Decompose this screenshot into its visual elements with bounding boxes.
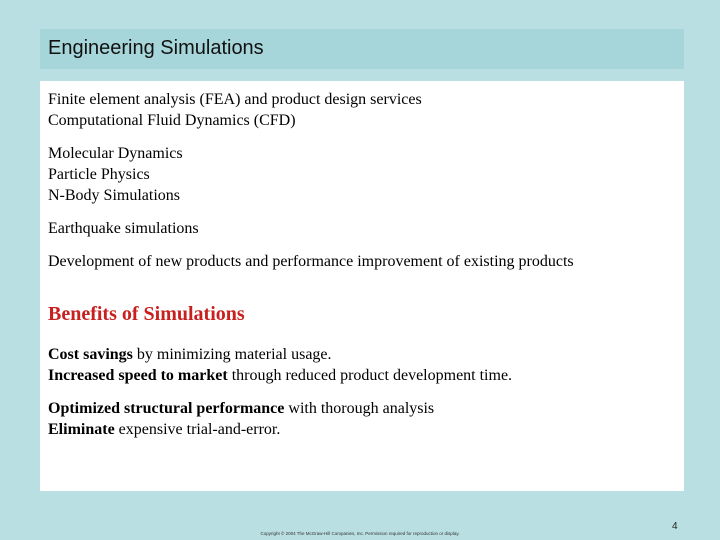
benefit-item [48,365,684,386]
benefit-item [48,419,684,440]
title-bar [40,29,684,69]
benefit-label: Optimized structural performance [48,400,285,417]
application-item: N-Body Simulations [48,187,181,204]
benefit-label: Increased speed to market [48,367,228,384]
application-item: Development of new products and performance improvement of existing products [48,253,574,270]
benefit-text: by minimizing material usage. [132,346,332,363]
benefit-label: Cost savings [48,346,133,363]
slide-title: Engineering Simulations [48,37,264,59]
benefit-text: through reduced product development time. [227,367,513,384]
application-item: Finite element analysis (FEA) and product design services [48,91,422,108]
application-item: Molecular Dynamics [48,145,183,162]
application-item: Particle Physics [48,166,150,183]
copyright-footer: Copyright © 2004 The McGraw-Hill Companies, Inc. Permission required for reproduction or display. [260,531,460,536]
application-item: Earthquake simulations [48,220,199,237]
benefits-heading: Benefits of Simulations [48,303,245,325]
benefit-item [48,398,684,419]
content-panel [40,81,684,491]
page-number: 4 [672,521,678,532]
benefit-label: Eliminate [48,421,115,438]
benefit-text: with thorough analysis [284,400,435,417]
benefit-item [48,344,684,365]
application-item: Computational Fluid Dynamics (CFD) [48,112,296,129]
benefit-text: expensive trial-and-error. [114,421,281,438]
